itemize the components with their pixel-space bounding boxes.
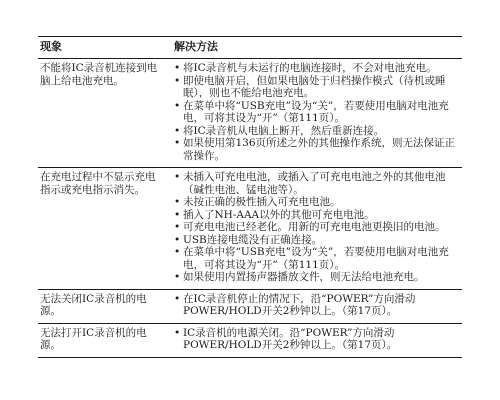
solution-item: • 如果使用第136页所述之外的其他操作系统，则无法保证正常操作。 — [174, 137, 462, 162]
solution-item: • 如果使用内置扬声器播放文件，则无法给电池充电。 — [174, 271, 462, 284]
solution-cell — [168, 289, 462, 323]
table-row — [38, 59, 462, 168]
solution-item: • 插入了NH-AAA以外的其他可充电电池。 — [174, 209, 462, 222]
troubleshooting-table — [38, 36, 462, 358]
solution-item: • 未按正确的极性插入可充电电池。 — [174, 196, 462, 209]
solution-item: • 未插入可充电电池，或插入了可充电电池之外的其他电池（碱性电池、锰电池等）。 — [174, 171, 462, 196]
solution-item: • 可充电电池已经老化。用新的可充电电池更换旧的电池。 — [174, 221, 462, 234]
solution-list — [174, 327, 462, 352]
symptom-cell: 无法打开IC录音机的电源。 — [38, 323, 168, 357]
solution-item: • IC录音机的电源关闭。沿“POWER”方向滑动POWER/HOLD开关2秒钟以上。（第17页）。 — [174, 327, 462, 352]
table-row — [38, 168, 462, 290]
solution-list — [174, 293, 462, 318]
solution-item: • 在IC录音机停止的情况下，沿“POWER”方向滑动POWER/HOLD开关2秒钟以上。（第17页）。 — [174, 293, 462, 318]
solution-item: • 在菜单中将“USB充电”设为“关”，若要使用电脑对电池充电，可将其设为“开”（第111页）。 — [174, 246, 462, 271]
symptom-cell: 无法关闭IC录音机的电源。 — [38, 289, 168, 323]
solution-item: • 将IC录音机与未运行的电脑连接时，不会对电池充电。 — [174, 62, 462, 75]
troubleshooting-document — [38, 36, 462, 358]
table-header-row — [38, 37, 462, 59]
solution-cell — [168, 168, 462, 290]
symptom-column-header: 现象 — [38, 37, 168, 59]
solution-list — [174, 62, 462, 162]
solution-item: • USB连接电缆没有正确连接。 — [174, 234, 462, 247]
symptom-cell: 在充电过程中不显示充电指示或充电指示消失。 — [38, 168, 168, 290]
solution-cell — [168, 59, 462, 168]
table-row — [38, 289, 462, 323]
solution-item: • 即使电脑开启，但如果电脑处于归档操作模式（待机或睡眠），则也不能给电池充电。 — [174, 75, 462, 100]
solution-cell — [168, 323, 462, 357]
solution-item: • 在菜单中将“USB充电”设为“关”，若要使用电脑对电池充电，可将其设为“开”（第111页）。 — [174, 100, 462, 125]
solution-item: • 将IC录音机从电脑上断开，然后重新连接。 — [174, 125, 462, 138]
table-row — [38, 323, 462, 357]
symptom-cell: 不能将IC录音机连接到电脑上给电池充电。 — [38, 59, 168, 168]
solution-column-header: 解决方法 — [168, 37, 462, 59]
solution-list — [174, 171, 462, 284]
